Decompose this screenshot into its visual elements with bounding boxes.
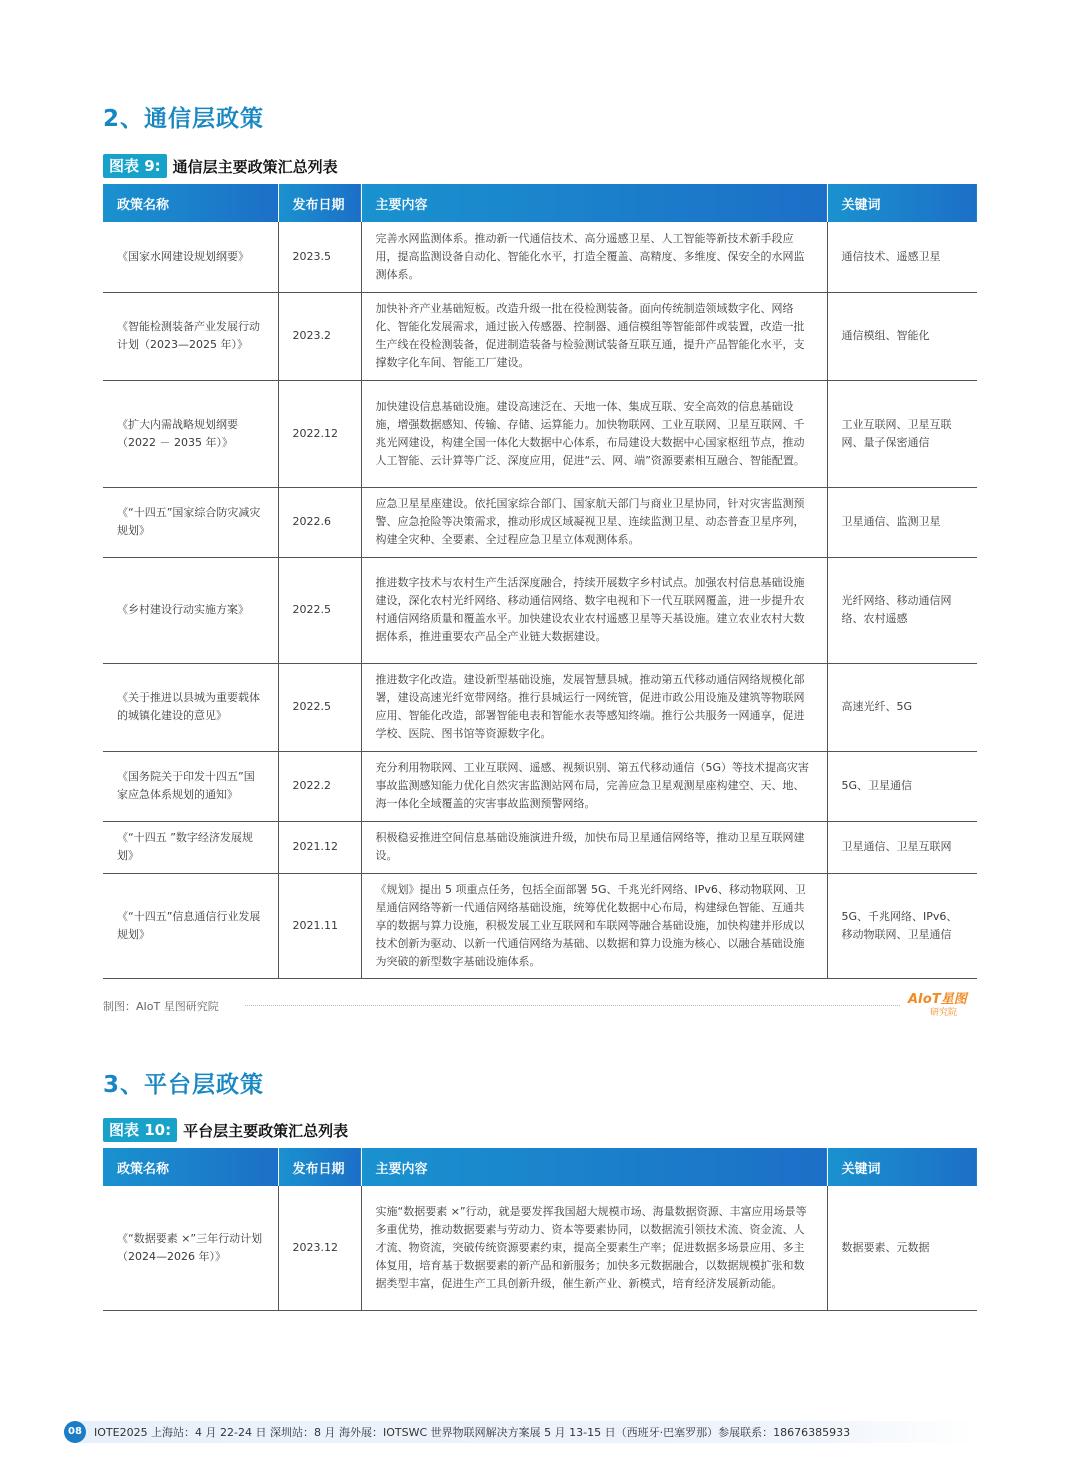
table-row — [103, 751, 977, 821]
release-date: 2023.2 — [278, 292, 361, 380]
policy-name: 《智能检测装备产业发展行动计划（2023—2025 年）》 — [103, 292, 278, 380]
table-row — [103, 1186, 977, 1310]
policy-name: 《“数据要素 ×”三年行动计划（2024—2026 年）》 — [103, 1186, 278, 1310]
table-row — [103, 222, 977, 292]
policy-name: 《乡村建设行动实施方案》 — [103, 557, 278, 663]
main-content: 加快补齐产业基础短板。改造升级一批在役检测装备。面向传统制造领域数字化、网络化、智能化发展需求，通过嵌入传感器、控制器、通信模组等智能部件或装置，改造一批生产线在役检测装备，促进制造装备与检验测试装备互联互通，提升产品智能化水平，支撑数字化车间、智能工厂建设。 — [361, 292, 827, 380]
main-content: 推进数字化改造。建设新型基础设施，发展智慧县城。推动第五代移动通信网络规模化部署，建设高速光纤宽带网络。推行县城运行一网统管，促进市政公用设施及建筑等物联网应用、智能化改造，部署智能电表和智能水表等感知终端。推行公共服务一网通享，促进学校、医院、图书馆等资源数字化。 — [361, 663, 827, 751]
keywords: 通信技术、遥感卫星 — [827, 222, 977, 292]
page-number: 08 — [64, 1421, 86, 1443]
table-row — [103, 557, 977, 663]
main-content: 《规划》提出 5 项重点任务，包括全面部署 5G、千兆光纤网络、IPv6、移动物联网、卫星通信网络等新一代通信网络基础设施，统筹优化数据中心布局，构建绿色智能、互通共享的数据与算力设施，积极发展工业互联网和车联网等融合基础设施，加快构建并形成以技术创新为驱动、以新一代通信网络为基础、以数据和算力设施为核心、以融合基础设施为突破的新型数字基础设施体系。 — [361, 873, 827, 978]
platform-policy-table — [103, 1148, 977, 1311]
table-row — [103, 487, 977, 557]
main-content: 完善水网监测体系。推动新一代通信技术、高分遥感卫星、人工智能等新技术新手段应用，提高监测设备自动化、智能化水平，打造全覆盖、高精度、多维度、保安全的水网监测体系。 — [361, 222, 827, 292]
chart-source: 制图：AIoT 星图研究院 — [103, 1000, 219, 1013]
footer-text: IOTE2025 上海站：4 月 22-24 日 深圳站：8 月 海外展：IOTSWC 世界物联网解决方案展 5 月 13-15 日（西班牙·巴塞罗那）参展联系：18676385933 — [94, 1426, 851, 1439]
keywords: 5G、千兆网络、IPv6、移动物联网、卫星通信 — [827, 873, 977, 978]
logo-subtitle: 研究院 — [930, 1008, 958, 1018]
release-date: 2022.6 — [278, 487, 361, 557]
keywords: 光纤网络、移动通信网络、农村遥感 — [827, 557, 977, 663]
keywords: 卫星通信、卫星互联网 — [827, 821, 977, 873]
table-10-label: 图表 10: — [103, 1118, 177, 1142]
main-content: 应急卫星星座建设。依托国家综合部门、国家航天部门与商业卫星协同，针对灾害监测预警、应急抢险等决策需求，推动形成区域凝视卫星、连续监测卫星、动态普查卫星序列，构建全灾种、全要素、全过程应急卫星立体观测体系。 — [361, 487, 827, 557]
release-date: 2022.5 — [278, 663, 361, 751]
logo-name: AIoT星图 — [908, 992, 967, 1007]
release-date: 2023.12 — [278, 1186, 361, 1310]
main-content: 实施“数据要素 ×”行动，就是要发挥我国超大规模市场、海量数据资源、丰富应用场景等多重优势，推动数据要素与劳动力、资本等要素协同，以数据流引领技术流、资金流、人才流、物资流，突破传统资源要素约束，提高全要素生产率；促进数据多场景应用、多主体复用，培育基于数据要素的新产品和新服务；加快多元数据融合，以数据规模扩张和数据类型丰富，促进生产工具创新升级，催生新产业、新模式，培育经济发展新动能。 — [361, 1186, 827, 1310]
header-policy-name: 政策名称 — [103, 1148, 278, 1186]
table-row — [103, 380, 977, 487]
header-policy-name: 政策名称 — [103, 184, 278, 222]
aiot-logo — [908, 988, 980, 1022]
policy-name: 《国务院关于印发十四五”国家应急体系规划的通知》 — [103, 751, 278, 821]
table-9-title: 通信层主要政策汇总列表 — [172, 157, 338, 176]
header-main-content: 主要内容 — [361, 1148, 827, 1186]
keywords: 通信模组、智能化 — [827, 292, 977, 380]
release-date: 2021.12 — [278, 821, 361, 873]
table-row — [103, 821, 977, 873]
section-3-heading: 3、平台层政策 — [103, 1072, 265, 1098]
policy-name: 《“十四五”信息通信行业发展规划》 — [103, 873, 278, 978]
policy-name: 《国家水网建设规划纲要》 — [103, 222, 278, 292]
keywords: 5G、卫星通信 — [827, 751, 977, 821]
header-release-date: 发布日期 — [278, 184, 361, 222]
header-main-content: 主要内容 — [361, 184, 827, 222]
table-row — [103, 292, 977, 380]
main-content: 充分利用物联网、工业互联网、遥感、视频识别、第五代移动通信（5G）等技术提高灾害事故监测感知能力优化自然灾害监测站网布局，完善应急卫星观测星座构建空、天、地、海一体化全域覆盖的灾害事故监测预警网络。 — [361, 751, 827, 821]
communication-policy-table — [103, 184, 977, 979]
keywords: 工业互联网、卫星互联网、量子保密通信 — [827, 380, 977, 487]
main-content: 积极稳妥推进空间信息基础设施演进升级，加快布局卫星通信网络等，推动卫星互联网建设。 — [361, 821, 827, 873]
header-release-date: 发布日期 — [278, 1148, 361, 1186]
main-content: 加快建设信息基础设施。建设高速泛在、天地一体、集成互联、安全高效的信息基础设施，增强数据感知、传输、存储、运算能力。加快物联网、工业互联网、卫星互联网、千兆光网建设，构建全国一体化大数据中心体系，布局建设大数据中心国家枢纽节点，推动人工智能、云计算等广泛、深度应用，促进“云、网、端”资源要素相互融合、智能配置。 — [361, 380, 827, 487]
keywords: 高速光纤、5G — [827, 663, 977, 751]
release-date: 2022.5 — [278, 557, 361, 663]
table-10-caption — [103, 1118, 348, 1142]
page-footer — [64, 1421, 976, 1443]
dotted-divider — [245, 1005, 900, 1006]
section-2-heading: 2、通信层政策 — [103, 106, 265, 132]
table-header-row — [103, 184, 977, 222]
table-10-title: 平台层主要政策汇总列表 — [183, 1121, 349, 1140]
release-date: 2022.2 — [278, 751, 361, 821]
policy-name: 《“十四五”国家综合防灾减灾规划》 — [103, 487, 278, 557]
header-keywords: 关键词 — [827, 184, 977, 222]
keywords: 数据要素、元数据 — [827, 1186, 977, 1310]
policy-name: 《扩大内需战略规划纲要（2022 － 2035 年）》 — [103, 380, 278, 487]
release-date: 2023.5 — [278, 222, 361, 292]
table-row — [103, 663, 977, 751]
header-keywords: 关键词 — [827, 1148, 977, 1186]
release-date: 2022.12 — [278, 380, 361, 487]
table-9-caption — [103, 154, 338, 178]
table-row — [103, 873, 977, 978]
table-header-row — [103, 1148, 977, 1186]
policy-name: 《关于推进以县城为重要载体的城镇化建设的意见》 — [103, 663, 278, 751]
table-9-label: 图表 9: — [103, 154, 167, 178]
policy-name: 《“十四五 ”数字经济发展规划》 — [103, 821, 278, 873]
release-date: 2021.11 — [278, 873, 361, 978]
main-content: 推进数字技术与农村生产生活深度融合，持续开展数字乡村试点。加强农村信息基础设施建设，深化农村光纤网络、移动通信网络、数字电视和下一代互联网覆盖，进一步提升农村通信网络质量和覆盖水平。加快建设农业农村遥感卫星等天基设施。建立农业农村大数据体系，推进重要农产品全产业链大数据建设。 — [361, 557, 827, 663]
keywords: 卫星通信、监测卫星 — [827, 487, 977, 557]
